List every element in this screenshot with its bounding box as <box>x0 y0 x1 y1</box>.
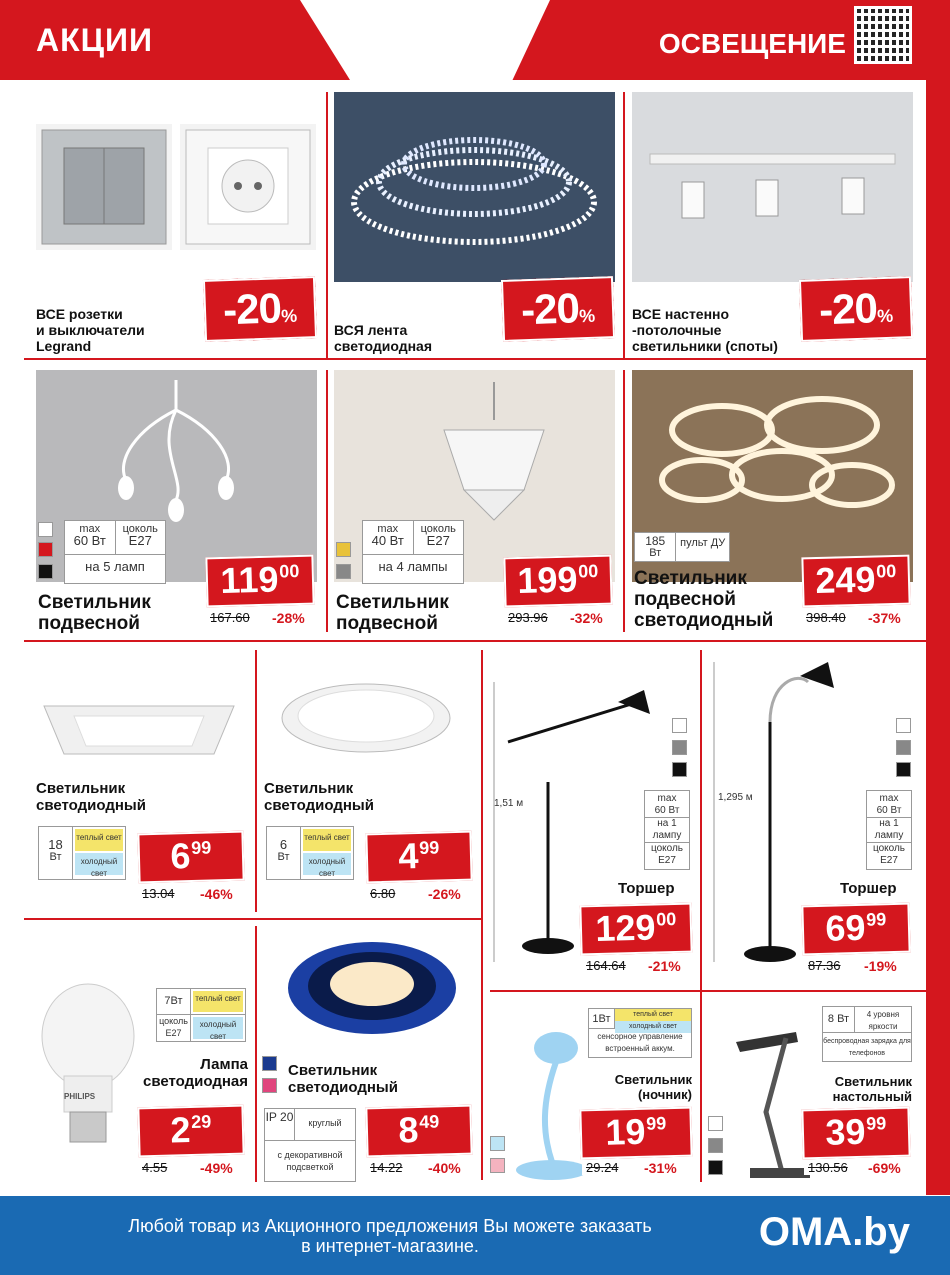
product-card-backlit-panel[interactable] <box>262 926 476 1188</box>
color-swatch-gold[interactable] <box>336 542 351 557</box>
product-card-chandelier-1[interactable] <box>36 370 319 632</box>
old-price: 4.55 <box>138 1160 171 1175</box>
row-divider <box>24 358 926 360</box>
spec-box: 7Вт теплый свет цоколь E27 холодный свет <box>156 988 246 1042</box>
product-title: Светильник подвесной <box>336 592 449 634</box>
discount-badge: -20 % <box>799 276 913 342</box>
spec-box: max 60 Вт на 1 лампу цоколь E27 <box>644 790 690 870</box>
discount-percent: -21% <box>644 958 685 974</box>
color-swatch-gray[interactable] <box>896 740 911 755</box>
discount-percent: -28% <box>268 610 309 626</box>
row-divider <box>490 990 926 992</box>
old-price: 167.60 <box>206 610 254 625</box>
old-price: 398.40 <box>802 610 850 625</box>
section-title-promo: АКЦИИ <box>36 22 154 58</box>
color-swatch-white[interactable] <box>896 718 911 733</box>
col-divider <box>623 92 625 358</box>
old-price: 87.36 <box>804 958 845 973</box>
product-card-night-light[interactable] <box>488 998 696 1188</box>
discount-percent: -46% <box>196 886 237 902</box>
product-title: Светильник светодиодный <box>288 1062 398 1096</box>
price-tag: 129 00 <box>579 903 692 956</box>
qr-code-icon[interactable] <box>854 6 912 64</box>
color-swatch-pink[interactable] <box>262 1078 277 1093</box>
height-label: 1,295 м <box>718 792 753 803</box>
col-divider <box>255 650 257 912</box>
product-title: Светильник светодиодный <box>264 780 374 814</box>
spec-box: 8 Вт 4 уровня яркости беспроводная зарядка для телефонов <box>822 1006 912 1062</box>
discount-percent: -32% <box>566 610 607 626</box>
bulb-image <box>34 966 144 1146</box>
square-panel-image <box>34 676 246 760</box>
discount-percent: -49% <box>196 1160 237 1176</box>
price-tag: 119 00 <box>205 555 314 608</box>
col-divider <box>623 370 625 632</box>
color-swatch-pink[interactable] <box>490 1158 505 1173</box>
old-price: 130.56 <box>804 1160 852 1175</box>
brand-label: PHILIPS <box>64 1092 96 1101</box>
product-title: Светильник подвесной светодиодный <box>634 568 774 631</box>
spec-box: max 60 Вт цоколь E27 на 5 ламп <box>64 520 166 584</box>
color-swatch-black[interactable] <box>896 762 911 777</box>
product-title: Лампа светодиодная <box>142 1056 248 1090</box>
spec-box: max 60 Вт на 1 лампу цоколь E27 <box>866 790 912 870</box>
discount-percent: -19% <box>860 958 901 974</box>
old-price: 14.22 <box>366 1160 407 1175</box>
price-tag: 249 00 <box>801 555 910 608</box>
product-card-round-panel[interactable] <box>262 652 476 912</box>
col-divider <box>481 650 483 1180</box>
height-label: 1,51 м <box>494 798 524 809</box>
old-price: 293.96 <box>504 610 552 625</box>
price-tag: 8 49 <box>365 1105 472 1158</box>
col-divider <box>700 994 702 1182</box>
row-divider <box>24 918 481 920</box>
price-tag: 6 99 <box>137 831 244 884</box>
old-price: 29.24 <box>582 1160 623 1175</box>
socket-image <box>180 124 316 250</box>
promo-caption: ВСЕ настенно -потолочные светильники (споты) <box>632 306 778 354</box>
switch-image <box>36 124 172 250</box>
spec-box: 18 Вт теплый свет холодный свет <box>38 826 126 880</box>
price-tag: 19 99 <box>579 1107 692 1160</box>
product-title: Светильник настольный <box>832 1074 912 1104</box>
promo-caption: ВСЯ лента светодиодная <box>334 322 433 354</box>
product-title: Торшер <box>618 880 675 897</box>
spec-box: max 40 Вт цоколь E27 на 4 лампы <box>362 520 464 584</box>
price-tag: 69 99 <box>801 903 910 956</box>
spec-box: 6 Вт теплый свет холодный свет <box>266 826 354 880</box>
backlit-panel-image <box>272 932 462 1042</box>
product-card-desk-lamp[interactable] <box>708 998 916 1188</box>
oma-logo[interactable]: OMA.by <box>758 1210 910 1254</box>
discount-percent: -40% <box>424 1160 465 1176</box>
promo-card-sockets[interactable] <box>36 92 319 354</box>
color-swatch-black[interactable] <box>672 762 687 777</box>
col-divider <box>255 926 257 1182</box>
product-title: Торшер <box>840 880 897 897</box>
promo-card-spots[interactable] <box>632 92 915 354</box>
spec-box: 185 Вт пульт ДУ <box>634 532 730 562</box>
spec-box: IP 20 круглый с декоративной подсветкой <box>264 1108 356 1182</box>
color-swatch-gray[interactable] <box>708 1138 723 1153</box>
color-swatch-gray[interactable] <box>336 564 351 579</box>
product-card-floor-lamp-1[interactable] <box>488 652 696 982</box>
color-swatch-black[interactable] <box>38 564 53 579</box>
color-swatch-white[interactable] <box>672 718 687 733</box>
discount-percent: -31% <box>640 1160 681 1176</box>
product-card-square-panel[interactable] <box>34 652 250 912</box>
product-card-floor-lamp-2[interactable] <box>708 652 916 982</box>
old-price: 6.80 <box>366 886 399 901</box>
product-title: Светильник светодиодный <box>36 780 146 814</box>
promo-caption: ВСЕ розетки и выключатели Legrand <box>36 306 145 354</box>
night-light-image <box>502 1012 592 1182</box>
price-tag: 39 99 <box>801 1107 910 1160</box>
promo-card-led-strip[interactable] <box>334 92 617 354</box>
row-divider <box>24 640 926 642</box>
product-card-led-bulb[interactable] <box>34 926 250 1188</box>
old-price: 164.64 <box>582 958 630 973</box>
color-swatch-gray[interactable] <box>672 740 687 755</box>
spec-box: 1Вт теплый свет холодный свет сенсорное управление встроенный аккум. <box>588 1008 692 1058</box>
color-swatch-white[interactable] <box>708 1116 723 1131</box>
spot-lights-image <box>632 92 913 282</box>
product-title: Светильник подвесной <box>38 592 151 634</box>
right-side-bar <box>926 80 950 1195</box>
discount-percent: -69% <box>864 1160 905 1176</box>
section-title-lighting: ОСВЕЩЕНИЕ <box>658 28 846 59</box>
price-tag: 4 99 <box>365 831 472 884</box>
round-panel-image <box>262 668 474 764</box>
price-tag: 199 00 <box>503 555 612 608</box>
col-divider <box>326 370 328 632</box>
color-swatch-blue[interactable] <box>490 1136 505 1151</box>
price-tag: 2 29 <box>137 1105 244 1158</box>
old-price: 13.04 <box>138 886 179 901</box>
product-card-led-chandelier[interactable] <box>632 370 915 632</box>
col-divider <box>326 92 328 358</box>
discount-badge: -20 % <box>501 276 615 342</box>
color-swatch-white[interactable] <box>38 522 53 537</box>
discount-percent: -37% <box>864 610 905 626</box>
color-swatch-black[interactable] <box>708 1160 723 1175</box>
discount-percent: -26% <box>424 886 465 902</box>
product-title: Светильник (ночник) <box>614 1072 692 1102</box>
footer-note: Любой товар из Акционного предложения Вы можете заказать в интернет-магазине. <box>128 1216 652 1256</box>
discount-badge: -20 % <box>203 276 317 342</box>
color-swatch-blue[interactable] <box>262 1056 277 1071</box>
color-swatch-red[interactable] <box>38 542 53 557</box>
product-card-chandelier-2[interactable] <box>334 370 617 632</box>
led-strip-image <box>334 92 615 282</box>
